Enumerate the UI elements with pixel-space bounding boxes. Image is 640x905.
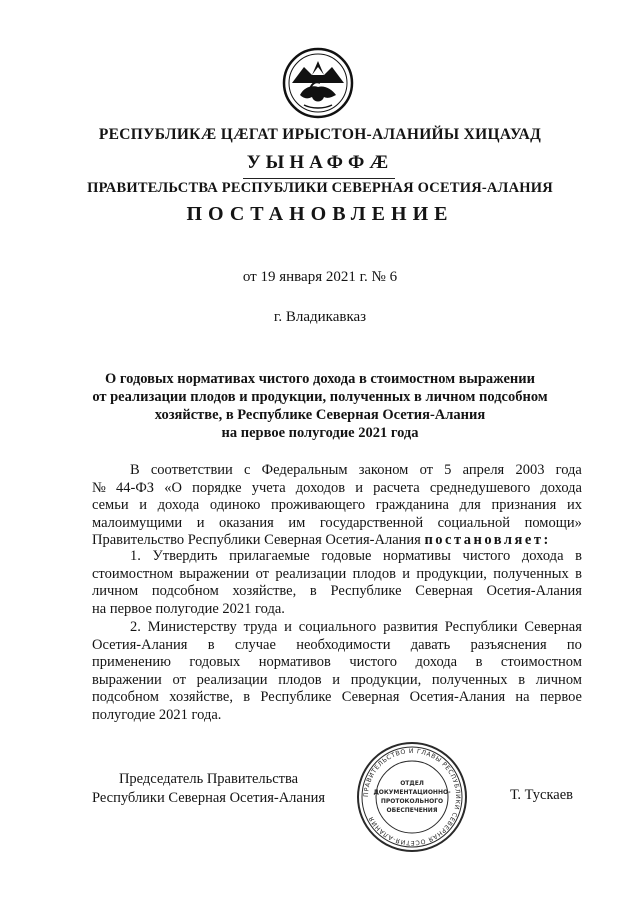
body-line <box>92 689 582 707</box>
word: им <box>288 514 306 531</box>
body-line <box>92 515 582 533</box>
word: давать <box>410 636 451 653</box>
body-line <box>92 566 582 584</box>
word: в <box>243 689 251 705</box>
word: «О <box>164 479 182 496</box>
body-line <box>92 583 582 601</box>
word: Федеральным <box>261 462 348 478</box>
russian-government-name: ПРАВИТЕЛЬСТВА РЕСПУБЛИКИ СЕВЕРНАЯ ОСЕТИЯ-АЛАНИЯ <box>87 180 553 196</box>
word: среднедушевого <box>429 479 531 496</box>
word: доходов <box>295 479 346 496</box>
document-date-number: от 19 января 2021 г. № 6 <box>242 269 398 285</box>
stamp-line: ОБЕСПЕЧЕНИЯ <box>386 807 438 814</box>
word: законом <box>358 462 409 478</box>
word: продукции, <box>350 671 422 688</box>
word: разъяснения <box>470 636 547 653</box>
word: годовые <box>321 548 372 564</box>
word: подсобном <box>92 689 159 705</box>
word: учета <box>251 479 286 496</box>
word: личном <box>535 671 582 688</box>
word: проживающего <box>271 497 366 513</box>
word: апреля <box>462 462 505 478</box>
word: 2. <box>130 619 141 635</box>
word: дохода <box>157 497 200 513</box>
word: реализации <box>275 565 347 582</box>
word: Республике <box>260 689 332 705</box>
body-text: Правительство Республики Северная Осетия-Алания <box>92 532 421 548</box>
word: в <box>207 636 215 653</box>
word: плодов <box>278 671 322 688</box>
word: Министерству <box>147 619 237 635</box>
word: от <box>172 671 186 688</box>
word: реализации <box>196 671 268 688</box>
word: государственной <box>319 514 424 531</box>
word: в <box>575 565 582 582</box>
clause-2-paragraph <box>92 619 582 724</box>
word: в <box>309 583 317 599</box>
stamp-outer-text: ПРАВИТЕЛЬСТВО И ГЛАВЫ РЕСПУБЛИКИ СЕВЕРНАЯ ОСЕТИЯ-АЛАНИЯ <box>362 747 462 847</box>
ossetian-document-type: УЫНАФФӔ <box>246 152 394 173</box>
word: продукции, <box>416 565 487 582</box>
word: Утвердить <box>152 548 218 564</box>
word: и <box>355 479 363 496</box>
preamble-paragraph <box>92 462 582 550</box>
word: 44-ФЗ <box>116 479 155 496</box>
word: плодов <box>352 565 396 582</box>
signatory-title <box>92 770 325 808</box>
russian-document-type: ПОСТАНОВЛЕНИЕ <box>186 203 454 225</box>
word: и <box>139 497 147 513</box>
word: 2003 <box>515 462 545 478</box>
word: прилагаемые <box>229 548 310 564</box>
word: дохода <box>521 548 564 564</box>
word: применению <box>92 654 171 670</box>
word: полученных <box>493 565 569 582</box>
word: необходимости <box>296 636 391 653</box>
word: хозяйстве, <box>169 689 233 705</box>
stamp-line: ДОКУМЕНТАЦИОННО- <box>373 789 451 796</box>
word: одиноко <box>209 497 261 513</box>
body-line <box>92 654 582 672</box>
document-city: г. Владикавказ <box>273 309 367 325</box>
word: Северная <box>415 583 473 599</box>
title-line: хозяйстве, в Республике Северная Осетия-Алания <box>154 407 486 423</box>
word: соответствии <box>150 462 233 478</box>
word: дохода <box>415 654 458 670</box>
word: их <box>566 497 582 513</box>
word: стоимостном <box>92 565 174 582</box>
header-underline <box>243 178 395 179</box>
word: социального <box>298 619 377 635</box>
resolves-keyword: постановляет: <box>424 532 551 548</box>
word: труда <box>243 619 278 635</box>
word: 5 <box>444 462 452 478</box>
word: для <box>459 497 481 513</box>
word: дохода <box>540 479 582 496</box>
word: подсобном <box>151 583 219 599</box>
body-line <box>92 619 582 637</box>
word: порядке <box>192 479 242 496</box>
word: чистого <box>462 548 511 564</box>
signatory-name: Т. Тускаев <box>510 787 574 803</box>
ossetian-government-name: РЕСПУБЛИКӔ ЦӔГАТ ИРЫСТОН-АЛАНИЙЫ ХИЦАУАД <box>98 126 542 143</box>
word: года <box>555 462 582 478</box>
signatory-title-line: Председатель Правительства <box>118 771 299 787</box>
title-line: на первое полугодие 2021 года <box>221 425 419 441</box>
word: малоимущими <box>92 514 183 531</box>
body-line: полугодие 2021 года. <box>92 706 222 723</box>
word: полученных <box>431 671 508 688</box>
word: Республики <box>444 619 518 635</box>
word: В <box>130 462 140 478</box>
word: личном <box>92 583 139 599</box>
word: от <box>255 565 270 582</box>
coat-of-arms-emblem <box>282 47 354 119</box>
word: и <box>332 671 341 688</box>
word: выражении <box>92 671 162 688</box>
word: от <box>419 462 433 478</box>
word: Осетия-Алания <box>409 689 506 705</box>
body-line <box>92 480 582 498</box>
document-title <box>0 370 640 442</box>
body-line: на первое полугодие 2021 года. <box>92 600 285 617</box>
word: и <box>196 514 205 531</box>
word: Осетия-Алания <box>92 636 188 653</box>
word: Осетия-Алания <box>486 583 582 599</box>
word: № <box>92 479 106 496</box>
word: с <box>244 462 251 478</box>
word: и <box>284 619 292 635</box>
word: стоимостном <box>500 654 582 670</box>
word: в <box>518 671 526 688</box>
word: помощи» <box>524 514 582 531</box>
word: нормативов <box>258 654 331 670</box>
stamp-line: ПРОТОКОЛЬНОГО <box>380 798 444 805</box>
word: в <box>575 548 582 564</box>
word: первое <box>539 689 582 705</box>
official-seal-stamp <box>356 741 468 853</box>
word: семьи <box>92 497 129 513</box>
word: хозяйстве, <box>232 583 297 599</box>
word: случае <box>234 636 276 653</box>
word: расчета <box>373 479 420 496</box>
word: Северная <box>341 689 400 705</box>
word: нормативы <box>383 548 451 564</box>
body-line <box>92 532 582 550</box>
word: признания <box>491 497 557 513</box>
body-line <box>92 462 582 480</box>
word: социальной <box>437 514 511 531</box>
word: Северная <box>524 619 582 635</box>
word: оказания <box>218 514 274 531</box>
body-line <box>92 497 582 515</box>
signatory-title-line: Республики Северная Осетия-Алания <box>92 790 326 806</box>
word: Республике <box>330 583 402 599</box>
word: по <box>566 636 582 653</box>
stamp-line: ОТДЕЛ <box>400 780 424 787</box>
title-line: от реализации плодов и продукции, полученных в личном подсобном <box>92 389 548 405</box>
body-line <box>92 672 582 690</box>
word: выражении <box>179 565 250 582</box>
word: в <box>475 654 483 670</box>
word: чистого <box>349 654 398 670</box>
word: 1. <box>130 548 141 564</box>
body-line <box>92 637 582 655</box>
clause-1-paragraph <box>92 548 582 618</box>
word: годовых <box>189 654 241 670</box>
word: и <box>402 565 411 582</box>
word: на <box>515 689 530 705</box>
word: гражданина <box>375 497 449 513</box>
body-line <box>92 548 582 566</box>
word: развития <box>383 619 438 635</box>
title-line: О годовых нормативах чистого дохода в стоимостном выражении <box>105 371 535 387</box>
